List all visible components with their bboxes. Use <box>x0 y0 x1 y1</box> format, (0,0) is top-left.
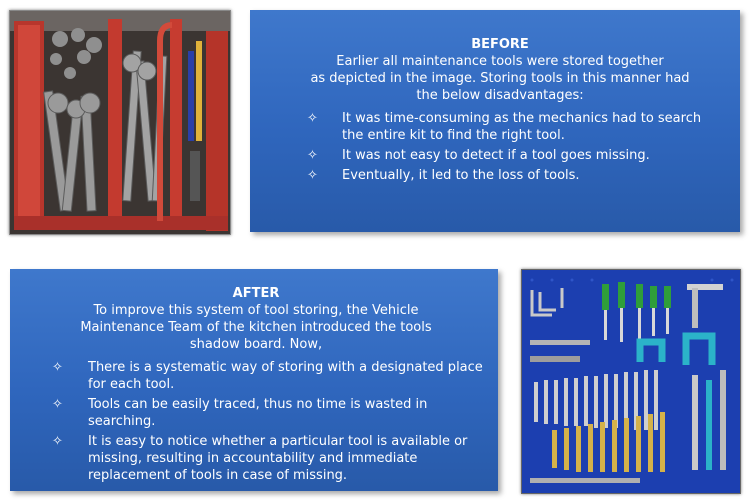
bullet-text: Tools can be easily traced, thus no time is wasted in searching. <box>88 397 428 429</box>
sparkle-bullet-icon: ✧ <box>52 434 63 449</box>
list-item <box>28 359 484 393</box>
list-item <box>280 110 720 144</box>
sparkle-bullet-icon: ✧ <box>307 148 318 163</box>
bullet-text: It is easy to notice whether a particular tool is available or missing, resulting in accountability and immediate replacement of tools in case of missing. <box>88 434 468 483</box>
before-intro-line: as depicted in the image. Storing tools in this manner had <box>310 71 690 86</box>
after-intro <box>28 302 484 353</box>
before-bullet-list <box>280 110 720 184</box>
bullet-text: It was time-consuming as the mechanics had to search the entire kit to find the right tool. <box>342 111 702 143</box>
before-title: BEFORE <box>471 37 529 52</box>
sparkle-bullet-icon: ✧ <box>52 397 63 412</box>
after-intro-line: Maintenance Team of the kitchen introduced the tools <box>80 320 432 335</box>
list-item <box>280 167 720 184</box>
after-intro-line: shadow board. Now, <box>189 337 323 352</box>
toolbox-illustration <box>10 11 230 234</box>
list-item <box>28 396 484 430</box>
after-panel <box>10 269 498 491</box>
before-toolbox-photo <box>9 10 231 235</box>
sparkle-bullet-icon: ✧ <box>307 168 318 183</box>
list-item <box>28 433 484 484</box>
after-bullet-list <box>28 359 484 484</box>
sparkle-bullet-icon: ✧ <box>307 111 318 126</box>
before-intro-line: the below disadvantages: <box>416 88 584 103</box>
list-item <box>280 147 720 164</box>
after-title: AFTER <box>232 286 280 301</box>
bullet-text: There is a systematic way of storing with a designated place for each tool. <box>88 360 483 392</box>
after-shadow-board-photo <box>521 269 741 494</box>
sparkle-bullet-icon: ✧ <box>52 360 63 375</box>
before-panel <box>250 10 740 232</box>
after-intro-line: To improve this system of tool storing, the Vehicle <box>93 303 419 318</box>
shadow-board-illustration <box>522 270 740 493</box>
before-intro <box>280 53 720 104</box>
before-intro-line: Earlier all maintenance tools were stored together <box>336 54 664 69</box>
bullet-text: Eventually, it led to the loss of tools. <box>342 168 580 183</box>
bullet-text: It was not easy to detect if a tool goes missing. <box>342 148 650 163</box>
